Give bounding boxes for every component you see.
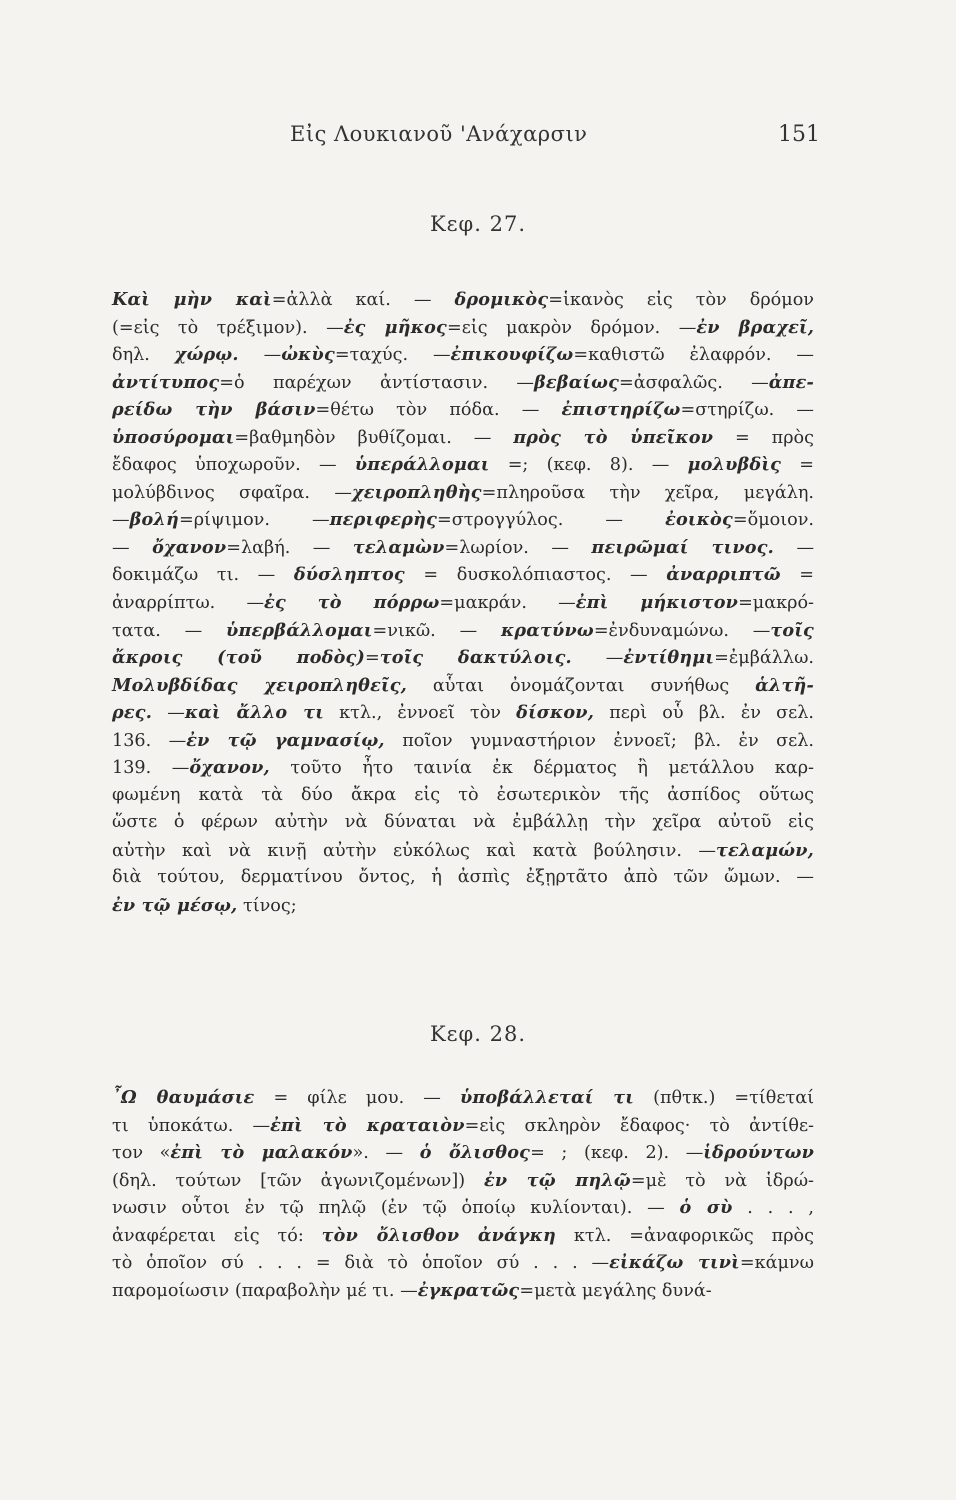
lemma-term: ἀντίτυπος [112, 371, 220, 393]
lemma-term: ἐν τῷ μέσῳ, [112, 895, 238, 917]
gloss-text: ποῖον γυμναστήριον ἐννοεῖ; βλ. ἐν σελ. [384, 730, 814, 751]
lemma-term: χώρῳ. [174, 344, 239, 366]
text-line [112, 617, 814, 645]
lemma-term: ἐς τὸ πόρρω [264, 592, 440, 614]
gloss-text: κτλ. =ἀναφορικῶς πρὸς [555, 1225, 814, 1246]
lemma-term: πειρῶμαί τινος. [591, 536, 774, 558]
text-line [112, 506, 814, 534]
lemma-term: ἐπικουφίζω [450, 344, 574, 366]
gloss-text: = [780, 455, 814, 476]
gloss-text: . . . , [732, 1198, 814, 1219]
lemma-term: ἐς μῆκος [343, 316, 447, 338]
text-line [112, 864, 814, 892]
gloss-text: =ὅμοιον. [732, 510, 814, 531]
text-line [112, 892, 814, 920]
gloss-text: =καθιστῶ ἐλαφρόν. — [573, 345, 814, 366]
lemma-term: καὶ ἄλλο τι [184, 702, 324, 724]
lemma-term: ἀναρριπτῶ [666, 564, 781, 586]
lemma-term: δύσληπτος [293, 564, 405, 586]
text-line [112, 837, 814, 865]
gloss-text: = πρὸς [713, 427, 815, 448]
lemma-term: ἐν τῷ γαμνασίῳ, [186, 729, 385, 751]
gloss-text: = φίλε μου. — [254, 1088, 460, 1108]
text-line [112, 782, 814, 810]
gloss-text: ». — [352, 1143, 420, 1164]
gloss-text: =ἱκανὸς εἰς τὸν δρόμον [548, 290, 814, 310]
text-line [112, 314, 814, 342]
lemma-term: ἐπὶ τὸ κραταιὸν [270, 1114, 465, 1136]
gloss-text: = [780, 565, 814, 586]
text-line [112, 451, 814, 479]
lemma-term: μολυβδὶς [687, 454, 781, 476]
lemma-term: ὠκὺς [281, 344, 335, 366]
gloss-text: =μακράν. — [439, 593, 576, 614]
text-line [112, 396, 814, 424]
lemma-term: ἐν τῷ πηλῷ [483, 1169, 631, 1191]
lemma-term: δίσκον, [516, 702, 595, 724]
gloss-text: =θέτω τὸν πόδα. — [315, 400, 562, 421]
gloss-text: ἀναφέρεται εἰς τό: [112, 1225, 322, 1246]
gloss-text: τον « [112, 1143, 171, 1164]
gloss-text: =εἰς μακρὸν δρόμον. — [446, 317, 697, 338]
gloss-text: — [112, 537, 153, 558]
lemma-term: ἐντίθημι [623, 647, 715, 669]
text-line [112, 1194, 814, 1222]
lemma-term: ὄχανον [152, 536, 227, 558]
gloss-text: παρομοίωσιν (παραβολὴν μέ τι. — [112, 1280, 418, 1301]
lemma-term: περιφερὴς [329, 509, 438, 531]
gloss-text: διὰ τούτου, δερματίνου ὄντος, ἡ ἀσπὶς ἐξῃρτᾶτο ἀπὸ τῶν ὤμων. — [112, 867, 814, 888]
lemma-term: ἐοικὸς [665, 509, 733, 531]
lemma-term: πρὸς τὸ ὑπεῖκον [513, 426, 714, 448]
gloss-text: αὐτὴν καὶ νὰ κινῇ αὐτὴν εὐκόλως καὶ κατὰ βούλησιν. — [112, 840, 717, 861]
gloss-text: φωμένη κατὰ τὰ δύο ἄκρα εἰς τὸ ἐσωτερικὸν τῆς ἀσπίδος οὕτως [112, 784, 814, 805]
page-number: 151 [778, 122, 820, 147]
gloss-text: 139. — [112, 758, 190, 779]
gloss-text: μολύβδινος σφαῖρα. — [112, 482, 352, 503]
lemma-term: ἐπιστηρίζω [561, 399, 681, 421]
gloss-text: =μετὰ μεγάλης δυνά- [519, 1280, 712, 1301]
text-line [112, 644, 814, 672]
gloss-text: =; (κεφ. 8). — [489, 455, 688, 476]
gloss-text: =στηρίζω. — [680, 400, 814, 421]
lemma-term: Μολυβδίδας χειροπληθεῖς, [112, 674, 407, 696]
gloss-text: =ἀλλὰ καί. — [271, 290, 455, 310]
text-line [112, 534, 814, 562]
text-line [112, 699, 814, 727]
gloss-text: =στρογγύλος. — [437, 510, 666, 531]
gloss-text: =λωρίον. — [444, 537, 592, 558]
gloss-text: =ἐνδυναμώνω. — [593, 620, 771, 641]
lemma-term: ὑποβάλλεταί τι [459, 1087, 635, 1108]
lemma-term: τὸν ὄλισθον ἀνάγκη [321, 1224, 556, 1246]
gloss-text: αὗται ὀνομάζονται συνήθως [406, 675, 756, 696]
lemma-term: ὑποσύρομαι [112, 426, 235, 448]
lemma-term: βολή [129, 509, 179, 531]
gloss-text: περὶ οὗ βλ. ἐν σελ. [594, 703, 814, 724]
commentary-paragraph [112, 1084, 814, 1304]
lemma-term: ἀπε- [768, 371, 814, 393]
gloss-text: =ἀσφαλῶς. — [619, 372, 769, 393]
gloss-text: =κάμνω [739, 1253, 814, 1274]
gloss-text: =μακρό- [738, 593, 814, 614]
gloss-text: (=εἰς τὸ τρέξιμον). — [112, 317, 344, 338]
text-line [112, 809, 814, 837]
gloss-text: — [152, 703, 185, 724]
text-line [112, 561, 814, 589]
gloss-text: τὸ ὁποῖον σύ . . . = διὰ τὸ ὁποῖον σύ . . . — [112, 1253, 610, 1274]
text-line [112, 672, 814, 700]
text-line [112, 1139, 814, 1167]
text-line [112, 589, 814, 617]
gloss-text: — [773, 537, 815, 558]
gloss-text: =λαβή. — [226, 537, 353, 558]
text-line [112, 286, 814, 314]
lemma-term: τοῖς δακτύλοις. [379, 647, 572, 669]
lemma-term: τελαμὼν [352, 536, 445, 558]
gloss-text: δηλ. [112, 345, 175, 366]
lemma-term: ἐν βραχεῖ, [696, 316, 815, 338]
lemma-term: ἄκροις (τοῦ ποδὸς) [112, 647, 365, 669]
gloss-text: =πληροῦσα τὴν χεῖρα, μεγάλη. [481, 482, 814, 503]
lemma-term: τοῖς [770, 619, 814, 641]
gloss-text: τι ὑποκάτω. — [112, 1115, 271, 1136]
lemma-term: τελαμών, [716, 839, 814, 861]
lemma-term: ἐπὶ μήκιστον [575, 592, 739, 614]
lemma-term: ὄχανον, [189, 757, 270, 779]
text-line [112, 1222, 814, 1250]
lemma-term: χειροπληθὴς [351, 481, 482, 503]
gloss-text: νωσιν οὗτοι ἐν τῷ πηλῷ (ἐν τῷ ὁποίῳ κυλίονται). — [112, 1198, 680, 1219]
gloss-text: — [112, 510, 130, 531]
gloss-text: ἀναρρίπτω. — [112, 593, 265, 614]
lemma-term: ὁ σὺ [679, 1197, 733, 1219]
gloss-text: = [364, 648, 380, 669]
gloss-text: τατα. — [112, 620, 227, 641]
lemma-term: βεβαίως [534, 371, 620, 393]
lemma-term: ρες. [112, 702, 153, 724]
chapter-heading: Κεφ. 28. [429, 1022, 527, 1046]
text-line [112, 341, 814, 369]
gloss-text: 136. — [112, 730, 187, 751]
gloss-text: =ὁ παρέχων ἀντίστασιν. — [219, 372, 535, 393]
gloss-text: =νικῶ. — [372, 620, 501, 641]
text-line [112, 1167, 814, 1195]
gloss-text: =εἰς σκληρὸν ἔδαφος· τὸ ἀντίθε- [464, 1115, 814, 1136]
gloss-text: =ταχύς. — [334, 345, 451, 366]
lemma-term: εἰκάζω τινὶ [609, 1252, 740, 1274]
lemma-term: ρείδω τὴν βάσιν [112, 399, 316, 421]
gloss-text: κτλ., ἐννοεῖ τὸν [323, 703, 517, 724]
lemma-term: κρατύνω [500, 619, 594, 641]
gloss-text: =μὲ τὸ νὰ ἱδρώ- [630, 1170, 814, 1191]
text-line [112, 369, 814, 397]
lemma-term: ἁλτῆ- [755, 674, 814, 696]
gloss-text: (πθτκ.) =τίθεταί [634, 1088, 814, 1108]
text-line [112, 479, 814, 507]
lemma-term: Καὶ μὴν καὶ [112, 289, 272, 310]
running-head [110, 122, 820, 152]
text-line [112, 754, 814, 782]
lemma-term: ἐπὶ τὸ μαλακόν [170, 1142, 353, 1164]
lemma-term: ἱδρούντων [703, 1142, 814, 1164]
lemma-term: ὑπεράλλομαι [354, 454, 490, 476]
gloss-text: δοκιμάζω τι. — [112, 565, 294, 586]
commentary-paragraph [112, 286, 814, 920]
text-line [112, 1084, 814, 1112]
gloss-text: τίνος; [237, 896, 297, 917]
gloss-text: ὥστε ὁ φέρων αὐτὴν νὰ δύναται νὰ ἐμβάλλῃ τὴν χεῖρα αὐτοῦ εἰς [112, 812, 814, 833]
chapter-heading: Κεφ. 27. [429, 212, 527, 236]
gloss-text: = ; (κεφ. 2). — [530, 1143, 704, 1164]
lemma-term: ὑπερβάλλομαι [226, 619, 373, 641]
gloss-text: — [571, 648, 624, 669]
running-head-title: Εἰς Λουκιανοῦ 'Ανάχαρσιν [290, 122, 588, 146]
text-line [112, 1249, 814, 1277]
gloss-text: — [238, 345, 282, 366]
lemma-term: δρομικὸς [454, 289, 549, 310]
text-line [112, 1277, 814, 1305]
lemma-term: ῏Ω θαυμάσιε [112, 1087, 255, 1108]
text-line [112, 1112, 814, 1140]
lemma-term: ὁ ὄλισθος [419, 1142, 531, 1164]
gloss-text: τοῦτο ἦτο ταινία ἐκ δέρματος ἢ μετάλλου καρ- [269, 758, 814, 779]
gloss-text: =βαθμηδὸν βυθίζομαι. — [234, 427, 514, 448]
gloss-text: ἔδαφος ὑποχωροῦν. — [112, 455, 355, 476]
lemma-term: ἐγκρατῶς [417, 1279, 520, 1301]
gloss-text: = δυσκολόπιαστος. — [404, 565, 667, 586]
text-line [112, 727, 814, 755]
gloss-text: (δηλ. τούτων [τῶν ἀγωνιζομένων]) [112, 1170, 484, 1191]
gloss-text: =ρίψιμον. — [178, 510, 330, 531]
text-line [112, 424, 814, 452]
gloss-text: =ἐμβάλλω. [714, 648, 815, 669]
